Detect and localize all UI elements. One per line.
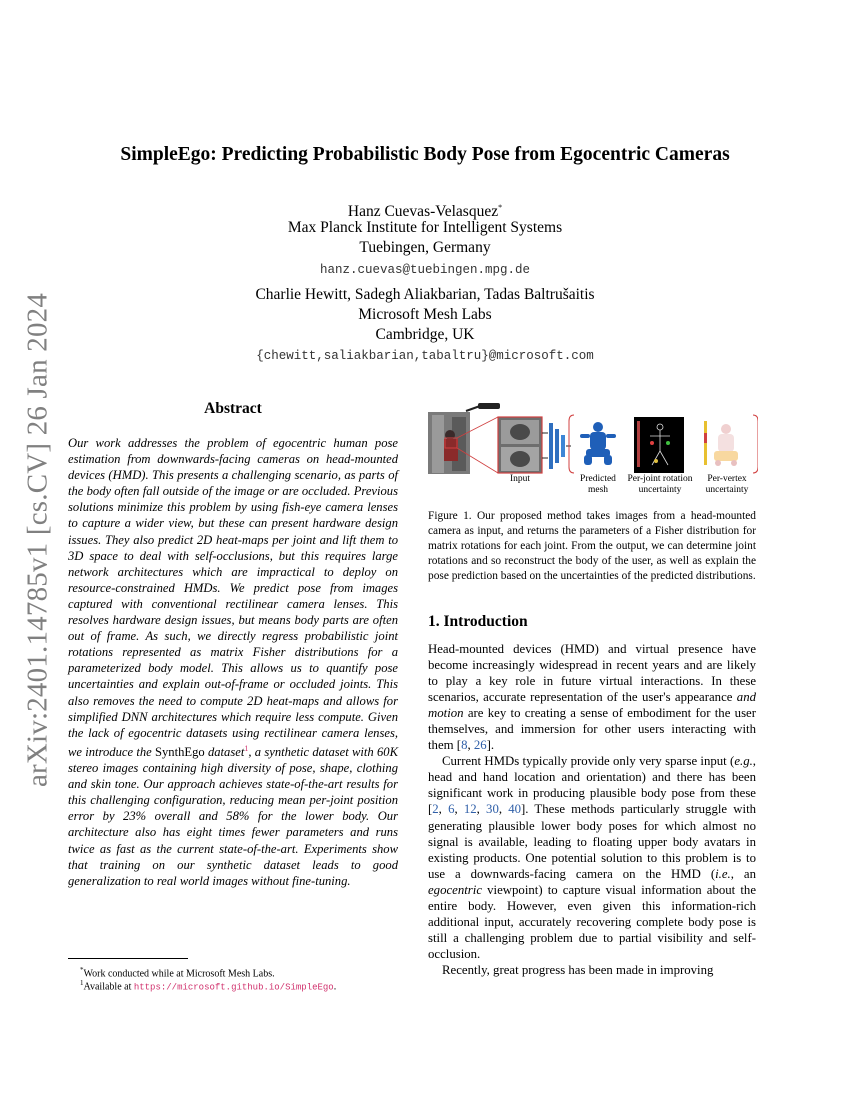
text: , head and hand location and orientation) and there has been significant work in producing plausible body pose from these [ (428, 754, 756, 817)
label-vert-line-2: uncertainty (705, 485, 749, 495)
predicted-mesh (580, 422, 616, 465)
text: are key to creating a sense of embodiment for the user themselves, and immersion for other users interacting with them [ (428, 706, 756, 753)
text: ]. These methods particularly struggle with generating plausible lower body poses for which almost no signal is available, leading to floating upper body avatars in existing products. One potential solution to this problem is to use a downwards-facing camera on the HMD ( (428, 802, 757, 881)
footnote-rule (68, 958, 188, 959)
author-line-2: Charlie Hewitt, Sadegh Aliakbarian, Tadas Baltrušaitis (255, 286, 595, 303)
abstract-part-2: , a synthetic dataset with 60K stereo images containing high diversity of pose, shape, clothing and skin tone. Our approach achieves state-of-the-art results for this challenging configuration, reducing mean per-joint position error by 23% overall and 58% for the lower body. Our architecture also has eight times fewer parameters and runs twice as fast as the current state-of-the-art. Experiments show that training on our synthetic dataset leads to good generalization to real world images without fine-tuning. (68, 744, 398, 888)
abstract-heading: Abstract (204, 400, 262, 417)
citation-link[interactable]: 30 (486, 802, 499, 817)
label-rotation-uncertainty (621, 474, 699, 496)
introduction-body (428, 641, 756, 978)
footnote-ref-1[interactable]: 1 (244, 743, 249, 753)
intro-paragraph-3: Recently, great progress has been made in improving (442, 962, 714, 977)
network-layer (549, 423, 553, 469)
dataset-name: SynthEgo (155, 744, 205, 759)
citation-link[interactable]: 26 (473, 738, 487, 753)
arxiv-identifier: arXiv:2401.14785v1 [cs.CV] 26 Jan 2024 (21, 292, 54, 788)
text: ]. (486, 738, 495, 753)
section-heading-introduction: 1. Introduction (428, 613, 528, 630)
author-location-1: Tuebingen, Germany (359, 239, 491, 256)
citation-link[interactable]: 6 (448, 802, 455, 817)
label-mesh-line-2: mesh (587, 485, 609, 495)
intro-paragraph-1 (428, 641, 756, 753)
emphasis: egocentric (428, 882, 483, 897)
abstract-part-1: Our work addresses the problem of egocentric human pose estimation from downwards-facing cameras on head-mounted devices (HMD). This presents a challenging scenario, as parts of the body often fall outside of the image or are occluded. Previous solutions minimize this problem by using fish-eye camera lenses to capture a wider view, but these can present hardware design issues. They also predict 2D heat-maps per joint and lift them to 3D space to deal with self-occlusions, but this requires large network architectures which are impractical to deploy on resource-constrained HMDs. We predict pose from images captured with conventional rectilinear camera lenses. This resolves hardware design issues, but means body parts are often out of frame. As such, we directly regress probabilistic joint rotations represented as matrix Fisher distributions for a parameterized body model. This allows us to quantify pose uncertainties and explain out-of-frame or occluded joints. This also removes the need to compute 2D heat-maps and allows for simplified DNN architectures which require less compute. Given the lack of egocentric datasets using rectilinear camera lenses, we introduce the (68, 436, 398, 759)
label-vert-line-1: Per-vertex (707, 474, 747, 484)
emphasis: i.e. (715, 866, 731, 881)
emphasis: e.g. (734, 754, 753, 769)
author-affiliation-1: Max Planck Institute for Intelligent Systems (287, 219, 563, 236)
text: viewpoint) to capture visual information about the entire body. However, even given this information-rich additional input, accurately recovering complete body pose is still a challenging problem due to partial visibility and self-occlusion. (428, 882, 756, 961)
author-affiliation-2: Microsoft Mesh Labs (358, 306, 492, 323)
citation-link[interactable]: 8 (461, 738, 468, 753)
footnote-1-mark: * (80, 966, 84, 974)
label-mesh-line-1: Predicted (580, 474, 616, 484)
vertex-uncertainty-plot (704, 421, 738, 466)
footnote-2 (80, 977, 400, 994)
abstract-text (68, 435, 398, 889)
footnote-1-text: Work conducted while at Microsoft Mesh Labs. (83, 968, 275, 980)
footnote-2-mark: 1 (80, 979, 84, 987)
label-vertex-uncertainty (698, 474, 756, 496)
figure-1-graphic (428, 403, 758, 475)
figure-1-caption: Figure 1. Our proposed method takes images from a head-mounted camera as input, and returns the parameters of a Fisher distribution for matrix rotations for each joint. From the output, we can determine joint rotations and so reconstruct the body of the user, as well as explain the pose prediction based on the uncertainties of the predicted distributions. (428, 510, 756, 583)
author-email-1: hanz.cuevas@tuebingen.mpg.de (319, 263, 531, 277)
intro-paragraph-2: Current HMDs typically provide only very sparse input (e.g., head and hand location and orientation) and there has been significant work in producing plausible body pose from these [2, 6, 12, 30, 40]. These methods particularly struggle with generating plausible lower body poses for which almost no signal is available, leading to floating upper body avatars in existing products. One potential solution to this problem is to use a downwards-facing camera on the HMD (i.e., an egocentric viewpoint) to capture visual information about the entire body. However, even given this information-rich additional input, accurately recovering complete body pose is still a challenging problem due to partial visibility and self-occlusion. (428, 754, 757, 961)
author-mark: * (498, 203, 503, 212)
citation-link[interactable]: 2 (432, 802, 439, 817)
paper-title: SimpleEgo: Predicting Probabilistic Body Pose from Egocentric Cameras (120, 144, 730, 165)
emphasis: and motion (428, 690, 756, 721)
label-predicted-mesh (573, 474, 623, 496)
citation-link[interactable]: 12 (463, 802, 477, 817)
footnote-2-end: . (333, 981, 337, 993)
text: Current HMDs typically provide only very sparse input ( (442, 754, 735, 769)
footnote-2-text: Available at (83, 981, 134, 993)
text: , (467, 738, 474, 753)
author-name: Hanz Cuevas-Velasquez (347, 203, 499, 221)
dataset-word: dataset (204, 744, 245, 759)
label-rot-line-2: uncertainty (638, 485, 682, 495)
text: Head-mounted devices (HMD) and virtual presence have become increasingly widespread in recent years and are likely to play a key role in future virtual interactions. In these scenarios, accurate representation of the user's appearance (428, 642, 756, 705)
author-location-2: Cambridge, UK (375, 326, 475, 343)
text: , an (730, 866, 756, 881)
author-email-2: {chewitt,saliakbarian,tabaltru}@microsoft.com (256, 349, 594, 363)
label-input: Input (509, 474, 531, 484)
label-rot-line-1: Per-joint rotation (627, 474, 693, 484)
project-link[interactable]: https://microsoft.github.io/SimpleEgo (133, 982, 334, 993)
rotation-uncertainty-plot (634, 417, 684, 473)
citation-link[interactable]: 40 (508, 802, 522, 817)
figure-1 (428, 403, 758, 498)
camera-icon (478, 403, 500, 409)
